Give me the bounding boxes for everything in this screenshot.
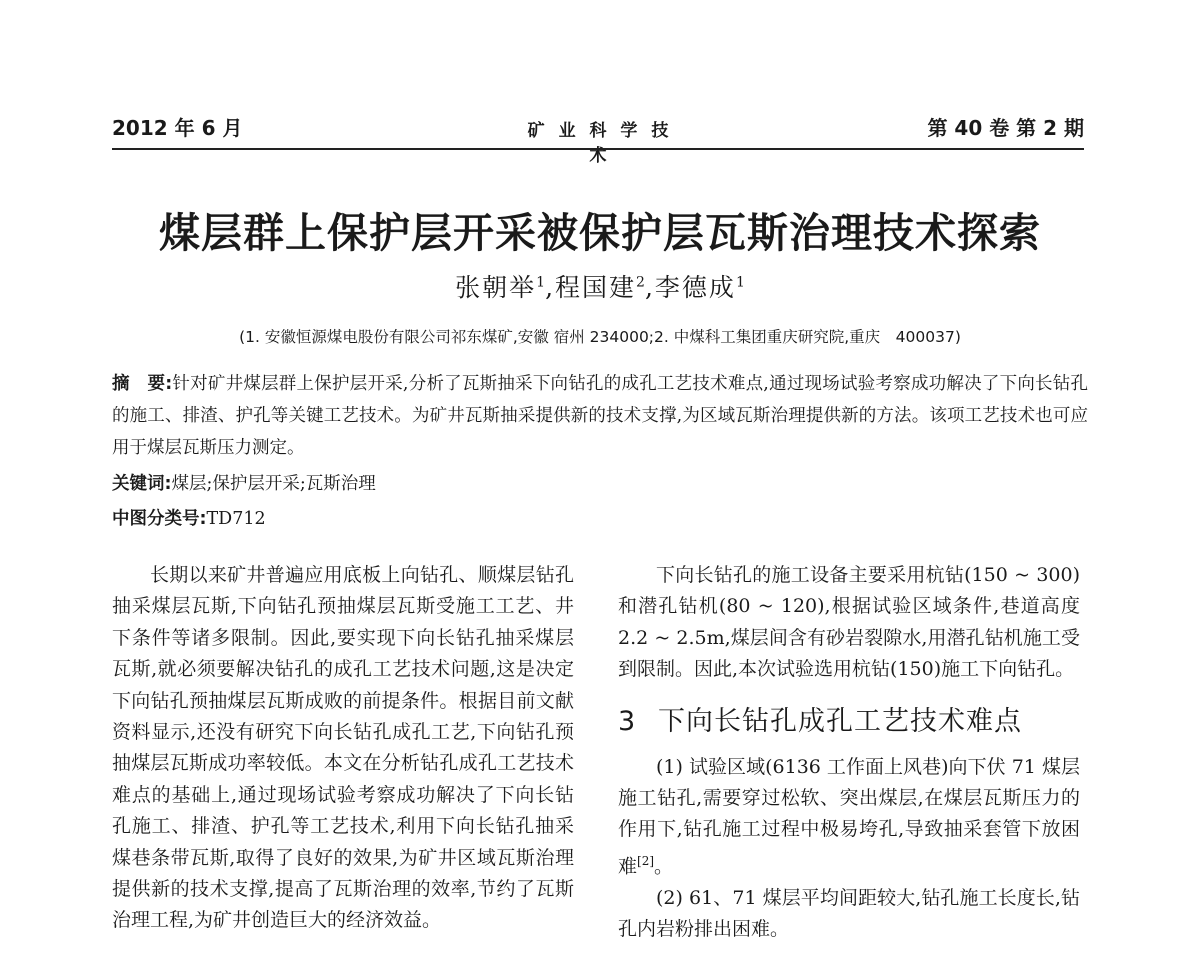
classification-number <box>112 505 266 530</box>
item-1-text: (1) 试验区域(6136 工作面上风巷)向下伏 71 煤层施工钻孔,需要穿过松软、突出煤层,在煤层瓦斯压力的作用下,钻孔施工过程中极易垮孔,导致抽采套管下放困难 <box>618 755 1080 878</box>
running-header-journal: 矿 业 科 学 技 术 <box>527 121 673 166</box>
author-affil-mark: 1 <box>735 274 745 291</box>
equipment-paragraph: 下向长钻孔的施工设备主要采用杭钻(150 ~ 300)和潜孔钻机(80 ~ 120),根据试验区域条件,巷道高度 2.2 ~ 2.5m,煤层间含有砂岩裂隙水,用潜孔钻机施工受到限制。因此,本次试验选用杭钻(150)施工下向钻孔。 <box>618 564 1080 681</box>
keywords-label: 关键词: <box>112 474 172 494</box>
running-header-date: 2012 年 6 月 <box>112 116 243 140</box>
clc-text: TD712 <box>206 509 266 529</box>
paper-title: 煤层群上保护层开采被保护层瓦斯治理技术探索 <box>159 209 1041 257</box>
abstract-label: 摘 要: <box>112 374 173 394</box>
author-name: 张朝举 <box>455 273 537 302</box>
keywords-text: 煤层;保护层开采;瓦斯治理 <box>171 474 376 494</box>
abstract <box>112 368 1088 464</box>
difficulty-item-2: (2) 61、71 煤层平均间距较大,钻孔施工长度长,钻孔内岩粉排出困难。 <box>618 886 1080 940</box>
abstract-text: 针对矿井煤层群上保护层开采,分析了瓦斯抽采下向钻孔的成孔工艺技术难点,通过现场试验考察成功解决了下向长钻孔的施工、排渣、护孔等关键工艺技术。为矿井瓦斯抽采提供新的技术支撑,为区域瓦斯治理提供新的方法。该项工艺技术也可应用于煤层瓦斯压力测定。 <box>112 374 1089 458</box>
author-affil-mark: 2 <box>636 274 645 291</box>
difficulty-item-1 <box>618 752 1080 883</box>
section-title: 下向长钻孔成孔工艺技术难点 <box>658 705 1022 737</box>
author-list <box>0 268 1200 304</box>
section-heading <box>618 702 1080 742</box>
section-number: 3 <box>618 705 637 737</box>
citation-ref: [2] <box>637 853 655 868</box>
affiliations: (1. 安徽恒源煤电股份有限公司祁东煤矿,安徽 宿州 234000;2. 中煤科工集团重庆研究院,重庆 400037) <box>239 328 961 346</box>
running-header-volume: 第 40 卷 第 2 期 <box>927 116 1084 140</box>
author-separator: , <box>545 273 556 302</box>
author-name: 李德成 <box>654 273 736 302</box>
header-rule <box>112 148 1084 150</box>
item-1-end: 。 <box>654 855 674 878</box>
author-separator: , <box>644 273 655 302</box>
author-affil-mark: 1 <box>536 274 546 291</box>
keywords <box>112 470 376 495</box>
intro-paragraph: 长期以来矿井普遍应用底板上向钻孔、顺煤层钻孔抽采煤层瓦斯,下向钻孔预抽煤层瓦斯受施工工艺、井下条件等诸多限制。因此,要实现下向长钻孔抽采煤层瓦斯,就必须要解决钻孔的成孔工艺技术问题,这是决定下向钻孔预抽煤层瓦斯成败的前提条件。根据目前文献资料显示,还没有研究下向长钻孔成孔工艺,下向钻孔预抽煤层瓦斯成功率较低。本文在分析钻孔成孔工艺技术难点的基础上,通过现场试验考察成功解决了下向长钻孔施工、排渣、护孔等工艺技术,利用下向长钻孔抽采煤巷条带瓦斯,取得了良好的效果,为矿井区域瓦斯治理提供新的技术支撑,提高了瓦斯治理的效率,节约了瓦斯治理工程,为矿井创造巨大的经济效益。 <box>112 564 574 932</box>
clc-label: 中图分类号: <box>112 509 207 529</box>
right-column <box>618 560 1080 945</box>
author-name: 程国建 <box>555 273 637 302</box>
left-column <box>112 560 574 937</box>
